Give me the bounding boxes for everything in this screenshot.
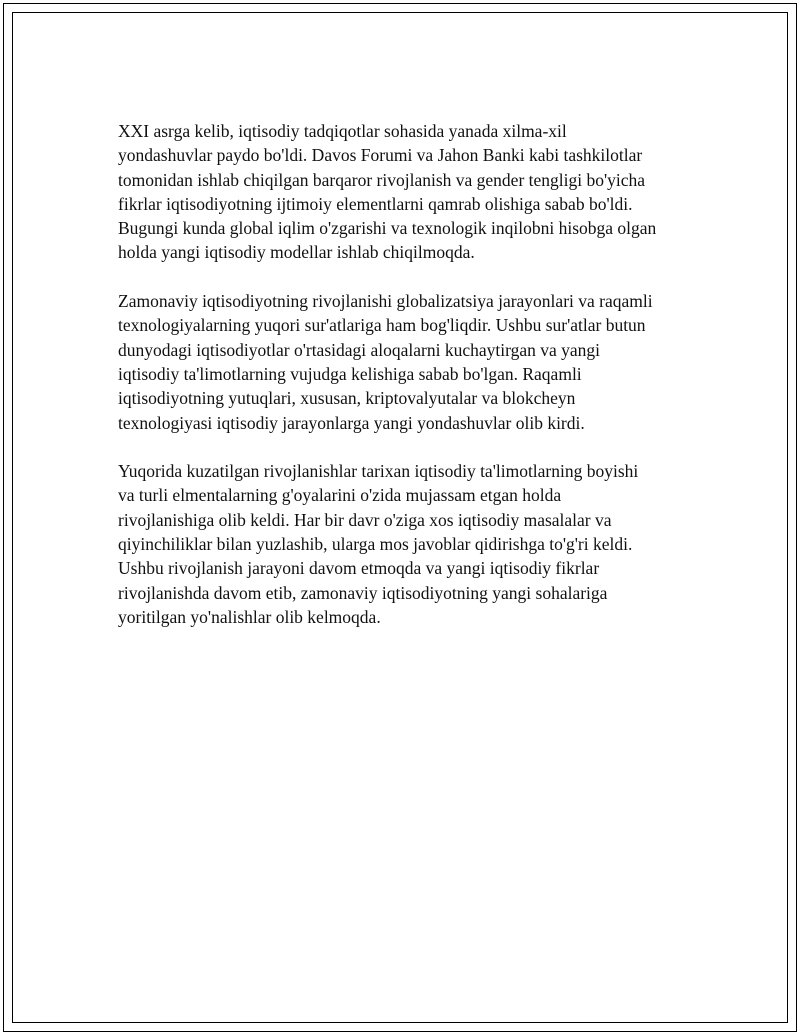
text-line: rivojlanishiga olib keldi. Har bir davr o'ziga xos iqtisodiy masalalar va (118, 509, 612, 530)
text-line: texnologiyalarning yuqori sur'atlariga ham bog'liqdir. Ushbu sur'atlar butun (118, 315, 646, 336)
document-body (118, 119, 698, 654)
text-line: yoritilgan yo'nalishlar olib kelmoqda. (118, 606, 381, 627)
text-line: texnologiyasi iqtisodiy jarayonlarga yangi yondashuvlar olib kirdi. (118, 412, 585, 433)
paragraph-1 (118, 119, 698, 265)
document-page (3, 3, 797, 1032)
text-line: iqtisodiyotning yutuqlari, xususan, kriptovalyutalar va blokcheyn (118, 388, 576, 409)
paragraph-2 (118, 289, 698, 435)
text-line: Yuqorida kuzatilgan rivojlanishlar tarixan iqtisodiy ta'limotlarning boyishi (118, 461, 639, 482)
text-line: rivojlanishda davom etib, zamonaviy iqtisodiyotning yangi sohalariga (118, 582, 608, 603)
text-line: tomonidan ishlab chiqilgan barqaror rivojlanish va gender tengligi bo'yicha (118, 169, 646, 190)
text-line: Bugungi kunda global iqlim o'zgarishi va texnologik inqilobni hisobga olgan (118, 218, 657, 239)
text-line: iqtisodiy ta'limotlarning vujudga kelishiga sabab bo'lgan. Raqamli (118, 363, 582, 384)
text-line: XXI asrga kelib, iqtisodiy tadqiqotlar sohasida yanada xilma-xil (118, 121, 567, 141)
text-line: Ushbu rivojlanish jarayoni davom etmoqda va yangi iqtisodiy fikrlar (118, 558, 600, 579)
text-line: va turli elmentalarning g'oyalarini o'zida mujassam etgan holda (118, 485, 562, 506)
paragraph-3 (118, 459, 698, 629)
text-line: Zamonaviy iqtisodiyotning rivojlanishi globalizatsiya jarayonlari va raqamli (118, 291, 653, 312)
text-line: dunyodagi iqtisodiyotlar o'rtasidagi aloqalarni kuchaytirgan va yangi (118, 339, 601, 360)
text-line: qiyinchiliklar bilan yuzlashib, ularga mos javoblar qidirishga to'g'ri keldi. (118, 534, 633, 555)
text-line: yondashuvlar paydo bo'ldi. Davos Forumi va Jahon Banki kabi tashkilotlar (118, 145, 643, 166)
text-line: holda yangi iqtisodiy modellar ishlab chiqilmoqda. (118, 242, 475, 263)
text-line: fikrlar iqtisodiyotning ijtimoiy elementlarni qamrab olishiga sabab bo'ldi. (118, 193, 633, 214)
